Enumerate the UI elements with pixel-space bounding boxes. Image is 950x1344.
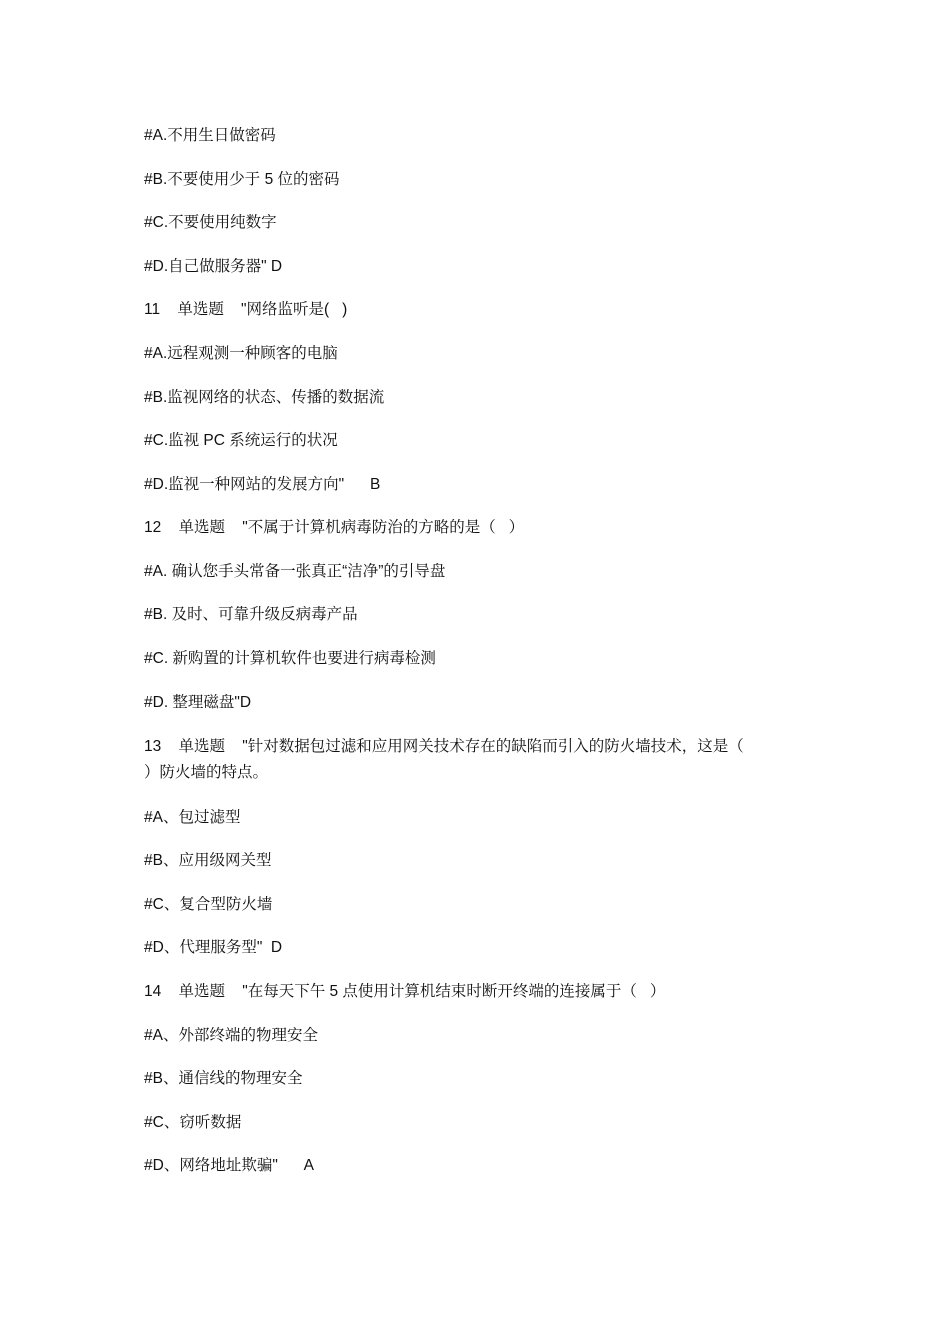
option-a-q10: #A.不用生日做密码 (144, 127, 276, 144)
option-d-q13: #D、代理服务型" D (144, 939, 283, 956)
option-d-q12: #D. 整理磁盘"D (144, 694, 252, 711)
question-13: 13 单选题 "针对数据包过滤和应用网关技术存在的缺陷而引入的防火墙技术，这是（ ）防火墙的特点。 (144, 738, 744, 781)
option-c-q12: #C. 新购置的计算机软件也要进行病毒检测 (144, 650, 436, 667)
option-b-q14: #B、通信线的物理安全 (144, 1070, 303, 1087)
option-b-q12: #B. 及时、可靠升级反病毒产品 (144, 606, 358, 623)
question-11: 11 单选题 "网络监听是( ) (144, 301, 348, 318)
option-d-q10: #D.自己做服务器" D (144, 258, 283, 275)
option-b-q13: #B、应用级网关型 (144, 852, 272, 869)
option-b-q10: #B.不要使用少于 5 位的密码 (144, 171, 340, 188)
option-c-q14: #C、窃听数据 (144, 1114, 242, 1131)
option-c-q11: #C.监视 PC 系统运行的状况 (144, 432, 338, 449)
question-12: 12 单选题 "不属于计算机病毒防治的方略的是（ ） (144, 519, 525, 536)
option-a-q14: #A、外部终端的物理安全 (144, 1027, 318, 1044)
option-c-q13: #C、复合型防火墙 (144, 896, 273, 913)
question-14: 14 单选题 "在每天下午 5 点使用计算机结束时断开终端的连接属于（ ） (144, 983, 666, 1000)
option-a-q13: #A、包过滤型 (144, 809, 241, 826)
option-d-q11: #D.监视一种网站的发展方向" B (144, 476, 381, 493)
option-a-q11: #A.远程观测一种顾客的电脑 (144, 345, 338, 362)
option-d-q14: #D、网络地址欺骗" A (144, 1157, 314, 1174)
option-a-q12: #A. 确认您手头常备一张真正“洁净”的引导盘 (144, 563, 446, 580)
option-c-q10: #C.不要使用纯数字 (144, 214, 277, 231)
option-b-q11: #B.监视网络的状态、传播的数据流 (144, 389, 385, 406)
